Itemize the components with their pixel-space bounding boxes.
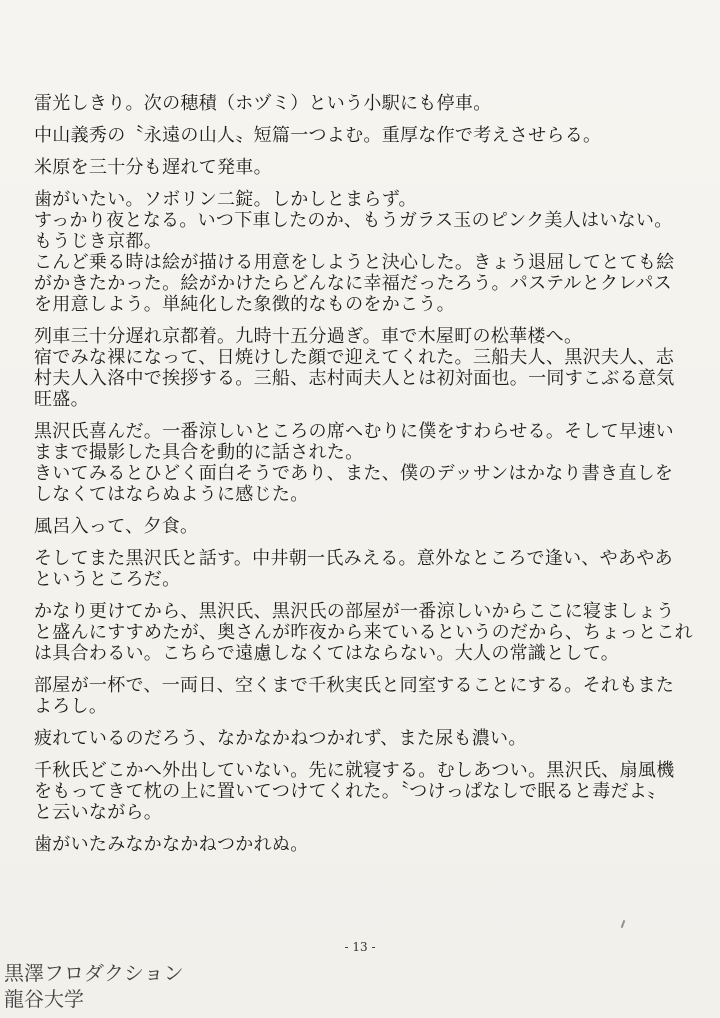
text-line: 部屋が一杯で、一両日、空くまで千秋実氏と同室することにする。それもまた — [34, 675, 675, 696]
text-line: ままで撮影した具合を動的に話された。 — [34, 442, 364, 463]
paragraph — [34, 601, 694, 664]
paragraph — [34, 326, 694, 410]
paragraph — [34, 157, 694, 178]
diary-text-body — [34, 93, 694, 866]
paragraph — [34, 760, 694, 823]
text-line: 宿でみな裸になって、日焼けした顔で迎えてくれた。三船夫人、黒沢夫人、志 — [34, 347, 675, 368]
text-line: というところだ。 — [34, 569, 181, 590]
page-number: - 13 - — [344, 940, 376, 954]
text-line: 歯がいたい。ソボリン二錠。しかしとまらず。 — [34, 189, 417, 210]
text-line: すっかり夜となる。いつ下車したのか、もうガラス玉のピンク美人はいない。 — [34, 210, 673, 231]
text-line: を用意しよう。単純化した象徴的なものをかこう。 — [34, 294, 455, 315]
text-line: 列車三十分遅れ京都着。九時十五分過ぎ。車で木屋町の松華楼へ。 — [34, 326, 583, 347]
stray-pen-mark — [621, 920, 626, 928]
text-line: こんど乗る時は絵が描ける用意をしようと決心した。きょう退屈してとても絵 — [34, 252, 675, 273]
text-line: と盛んにすすめたが、奥さんが昨夜から来ているというのだから、ちょっとこれ — [34, 622, 693, 643]
paragraph — [34, 728, 694, 749]
text-line: しなくてはならぬように感じた。 — [34, 484, 309, 505]
text-line: 旺盛。 — [34, 389, 89, 410]
text-line: よろし。 — [34, 696, 108, 717]
text-line: 中山義秀の〝永遠の山人〟短篇一つよむ。重厚な作で考えさせらる。 — [34, 125, 602, 146]
text-line: と云いながら。 — [34, 802, 163, 823]
text-line: きいてみるとひどく面白そうであり、また、僕のデッサンはかなり書き直しを — [34, 463, 674, 484]
paragraph — [34, 93, 694, 114]
text-line: 歯がいたみなかなかねつかれぬ。 — [34, 834, 309, 855]
text-line: がかきたかった。絵がかけたらどんなに幸福だったろう。パステルとクレパス — [34, 273, 672, 294]
paragraph — [34, 834, 694, 855]
text-line: 雷光しきり。次の穂積（ホヅミ）という小駅にも停車。 — [34, 93, 492, 114]
paragraph — [34, 516, 694, 537]
watermark — [4, 960, 184, 1012]
paragraph — [34, 125, 694, 146]
paragraph — [34, 421, 694, 505]
text-line: かなり更けてから、黒沢氏、黒沢氏の部屋が一番涼しいからここに寝ましょう — [34, 601, 675, 622]
text-line: は具合わるい。こちらで遠慮しなくてはならない。大人の常識として。 — [34, 643, 620, 664]
text-line: 米原を三十分も遅れて発車。 — [34, 157, 272, 178]
paragraph — [34, 548, 694, 590]
text-line: をもってきて枕の上に置いてつけてくれた。〝つけっぱなしで眠ると毒だよ〟 — [34, 781, 666, 802]
watermark-line-2: 龍谷大学 — [4, 987, 84, 1011]
text-line: もうじき京都。 — [34, 231, 163, 252]
paragraph — [34, 675, 694, 717]
text-line: 黒沢氏喜んだ。一番涼しいところの席へむりに僕をすわらせる。そして早速い — [34, 421, 674, 442]
watermark-line-1: 黒澤フロダクション — [4, 961, 184, 985]
text-line: 村夫人入洛中で挨拶する。三船、志村両夫人とは初対面也。一同すこぶる意気 — [34, 368, 675, 389]
text-line: 千秋氏どこかへ外出していない。先に就寝する。むしあつい。黒沢氏、扇風機 — [34, 760, 675, 781]
text-line: 疲れているのだろう、なかなかねつかれず、また尿も濃い。 — [34, 728, 527, 749]
text-line: 風呂入って、夕食。 — [34, 516, 199, 537]
text-line: そしてまた黒沢氏と話す。中井朝一氏みえる。意外なところで逢い、やあやあ — [34, 548, 673, 569]
paragraph — [34, 189, 694, 315]
